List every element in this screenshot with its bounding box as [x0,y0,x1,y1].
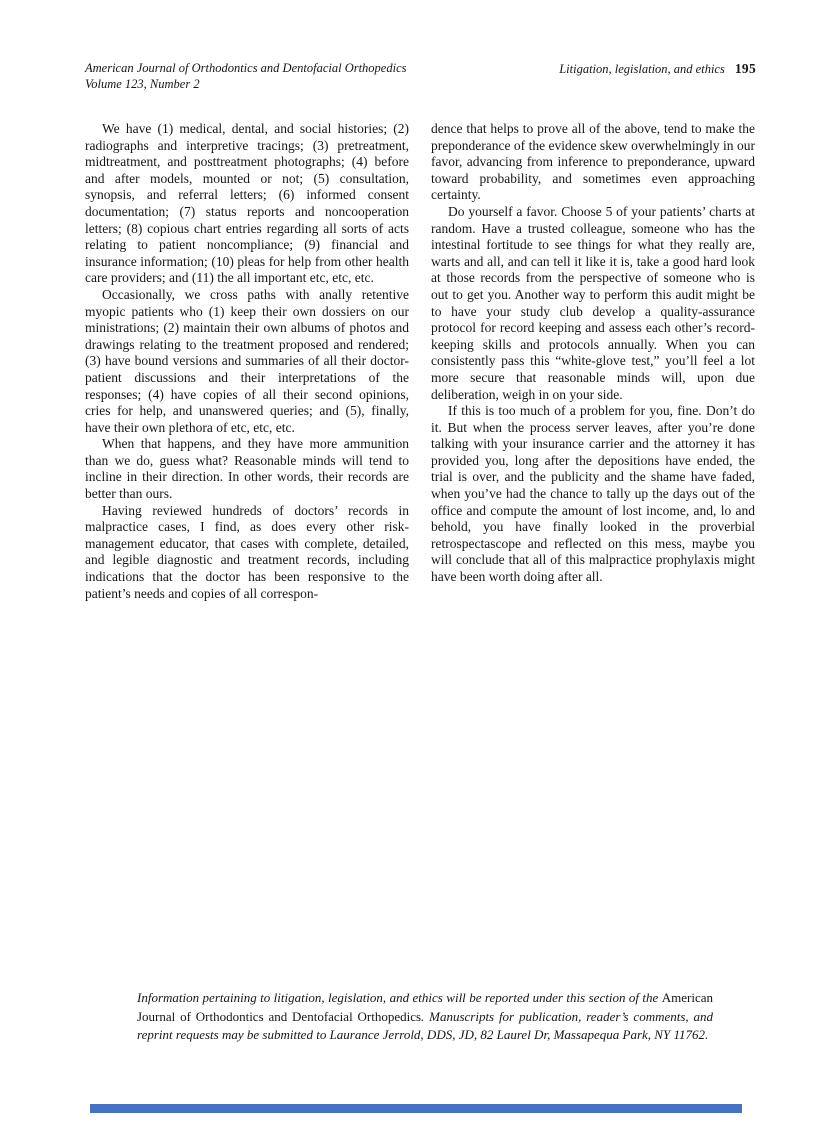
body-paragraph: If this is too much of a problem for you, fine. Don’t do it. But when the process server leaves, after you’re done talking with your insurance carrier and the attorney it has provided you, long after the depositions have ended, the trial is over, and the publicity and the shame have faded, when you’ve had the chance to tally up the days out of the office and compute the amount of lost income, and, lo and behold, you have finally looked in the proverbial retrospectascope and reflected on this mess, maybe you will conclude that all of this malpractice prophylaxis might have been worth doing after all. [431,403,755,585]
section-title-block [559,60,756,77]
footer-note-journal-name: American Journal of Orthodontics and Dentofacial Orthopedics [137,990,713,1024]
journal-title-block [85,60,407,92]
right-column [431,121,755,602]
section-footer-note [137,989,713,1045]
body-paragraph: We have (1) medical, dental, and social histories; (2) radiographs and interpretive tracings; (3) pretreatment, midtreatment, and posttreatment photographs; (4) before and after models, mounted or not; (5) consultation, synopsis, and referral letters; (6) informed consent documentation; (7) status reports and noncooperation letters; (8) copious chart entries regarding all sorts of acts relating to patient noncompliance; (9) financial and insurance information; (10) pleas for help from other health care providers; and (11) the all important etc, etc, etc. [85,121,409,286]
footer-note-text: . Manuscripts for publication, reader’s comments, and reprint requests may be submitted to Laurance Jerrold, DDS, JD, 82 Laurel Dr, Massapequa Park, NY 11762. [137,1008,713,1042]
volume-number: Volume 123, Number 2 [85,77,200,91]
article-body [85,121,755,602]
body-paragraph: When that happens, and they have more ammunition than we do, guess what? Reasonable minds will tend to incline in their direction. In other words, their records are better than ours. [85,436,409,502]
page-number: 195 [734,61,756,76]
left-column [85,121,409,602]
bottom-accent-bar [90,1104,742,1113]
body-paragraph-continuation: dence that helps to prove all of the above, tend to make the preponderance of the evidence skew overwhelmingly in our favor, advancing from inference to preponderance, upward toward probability, and sometimes even approaching certainty. [431,121,755,203]
body-paragraph: Occasionally, we cross paths with anally retentive myopic patients who (1) keep their own dossiers on our ministrations; (2) maintain their own albums of photos and drawings relating to the treatment proposed and rendered; (3) have bound versions and summaries of all their doctor-patient discussions and their interpretations of the responses; (4) have copies of all their second opinions, cries for help, and unanswered queries; and (5), finally, have their own plethora of etc, etc, etc. [85,286,409,435]
running-head [85,60,756,92]
body-paragraph: Do yourself a favor. Choose 5 of your patients’ charts at random. Have a trusted colleague, someone who has the intestinal fortitude to see things for what they really are, warts and all, and can tell it like it is, take a good hard look at those records from the perspective of someone who is out to get you. Another way to perform this audit might be to have your study club develop a quality-assurance protocol for record keeping and assess each other’s record-keeping skills and protocols annually. When you can consistently pass this “white-glove test,” you’ll feel a lot more secure that reasonable minds will, upon due deliberation, weigh in on your side. [431,203,755,402]
body-paragraph: Having reviewed hundreds of doctors’ records in malpractice cases, I find, as does every other risk-management educator, that cases with complete, detailed, and legible diagnostic and treatment records, including indications that the doctor has been responsive to the patient’s needs and copies of all correspon- [85,502,409,601]
section-title: Litigation, legislation, and ethics [559,62,725,76]
journal-title: American Journal of Orthodontics and Dentofacial Orthopedics [85,61,407,75]
footer-note-text: Information pertaining to litigation, legislation, and ethics will be reported under this section of the [137,990,662,1005]
